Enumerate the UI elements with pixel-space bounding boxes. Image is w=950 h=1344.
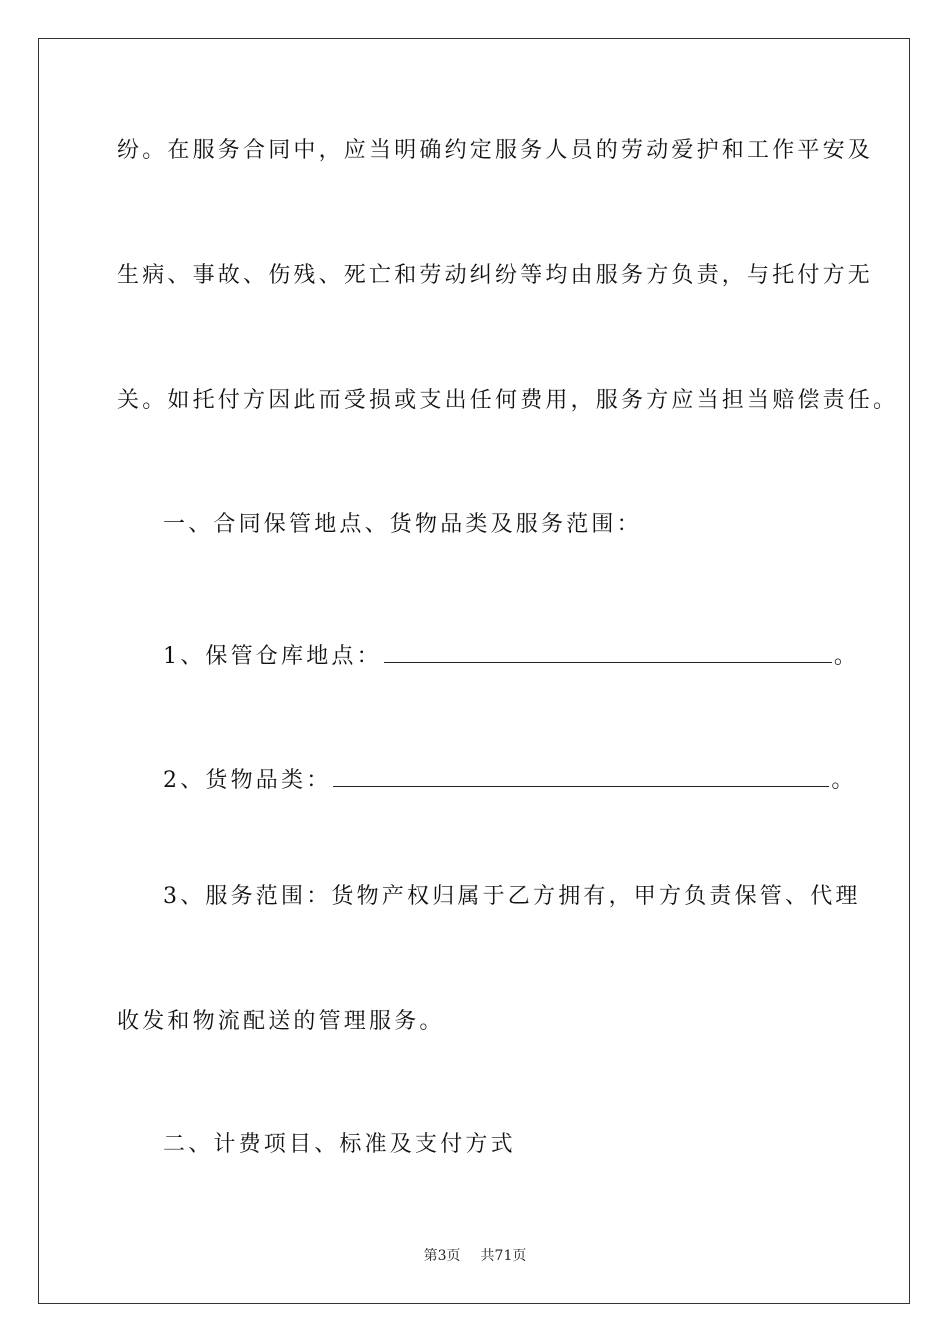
page-border xyxy=(38,38,910,1304)
section-two-heading: 二、计费项目、标准及支付方式 xyxy=(163,1132,516,1157)
paragraph-line-3: 关。如托付方因此而受损或支出任何费用，服务方应当担当赔偿责任。 xyxy=(117,388,899,413)
item-1-storage-location xyxy=(163,640,859,668)
item-1-end-mark: 。 xyxy=(833,644,860,669)
paragraph-line-1: 纷。在服务合同中，应当明确约定服务人员的劳动爱护和工作平安及 xyxy=(117,138,874,163)
page-number-current: 第3页 xyxy=(423,1248,461,1264)
item-3-service-scope: 3、服务范围：货物产权归属于乙方拥有，甲方负责保管、代理 xyxy=(163,884,861,909)
page-footer xyxy=(0,1249,950,1263)
item-3-continuation: 收发和物流配送的管理服务。 xyxy=(117,1009,445,1034)
storage-location-blank xyxy=(384,640,832,663)
goods-category-blank xyxy=(333,764,829,787)
item-2-end-mark: 。 xyxy=(831,768,857,793)
item-2-goods-category xyxy=(163,764,857,792)
paragraph-line-2: 生病、事故、伤残、死亡和劳动纠纷等均由服务方负责，与托付方无 xyxy=(117,263,874,288)
page-number-total: 共71页 xyxy=(480,1248,527,1264)
item-1-label: 1、保管仓库地点： xyxy=(163,644,382,669)
item-2-label: 2、货物品类： xyxy=(163,768,332,793)
section-one-heading: 一、合同保管地点、货物品类及服务范围： xyxy=(163,512,642,537)
